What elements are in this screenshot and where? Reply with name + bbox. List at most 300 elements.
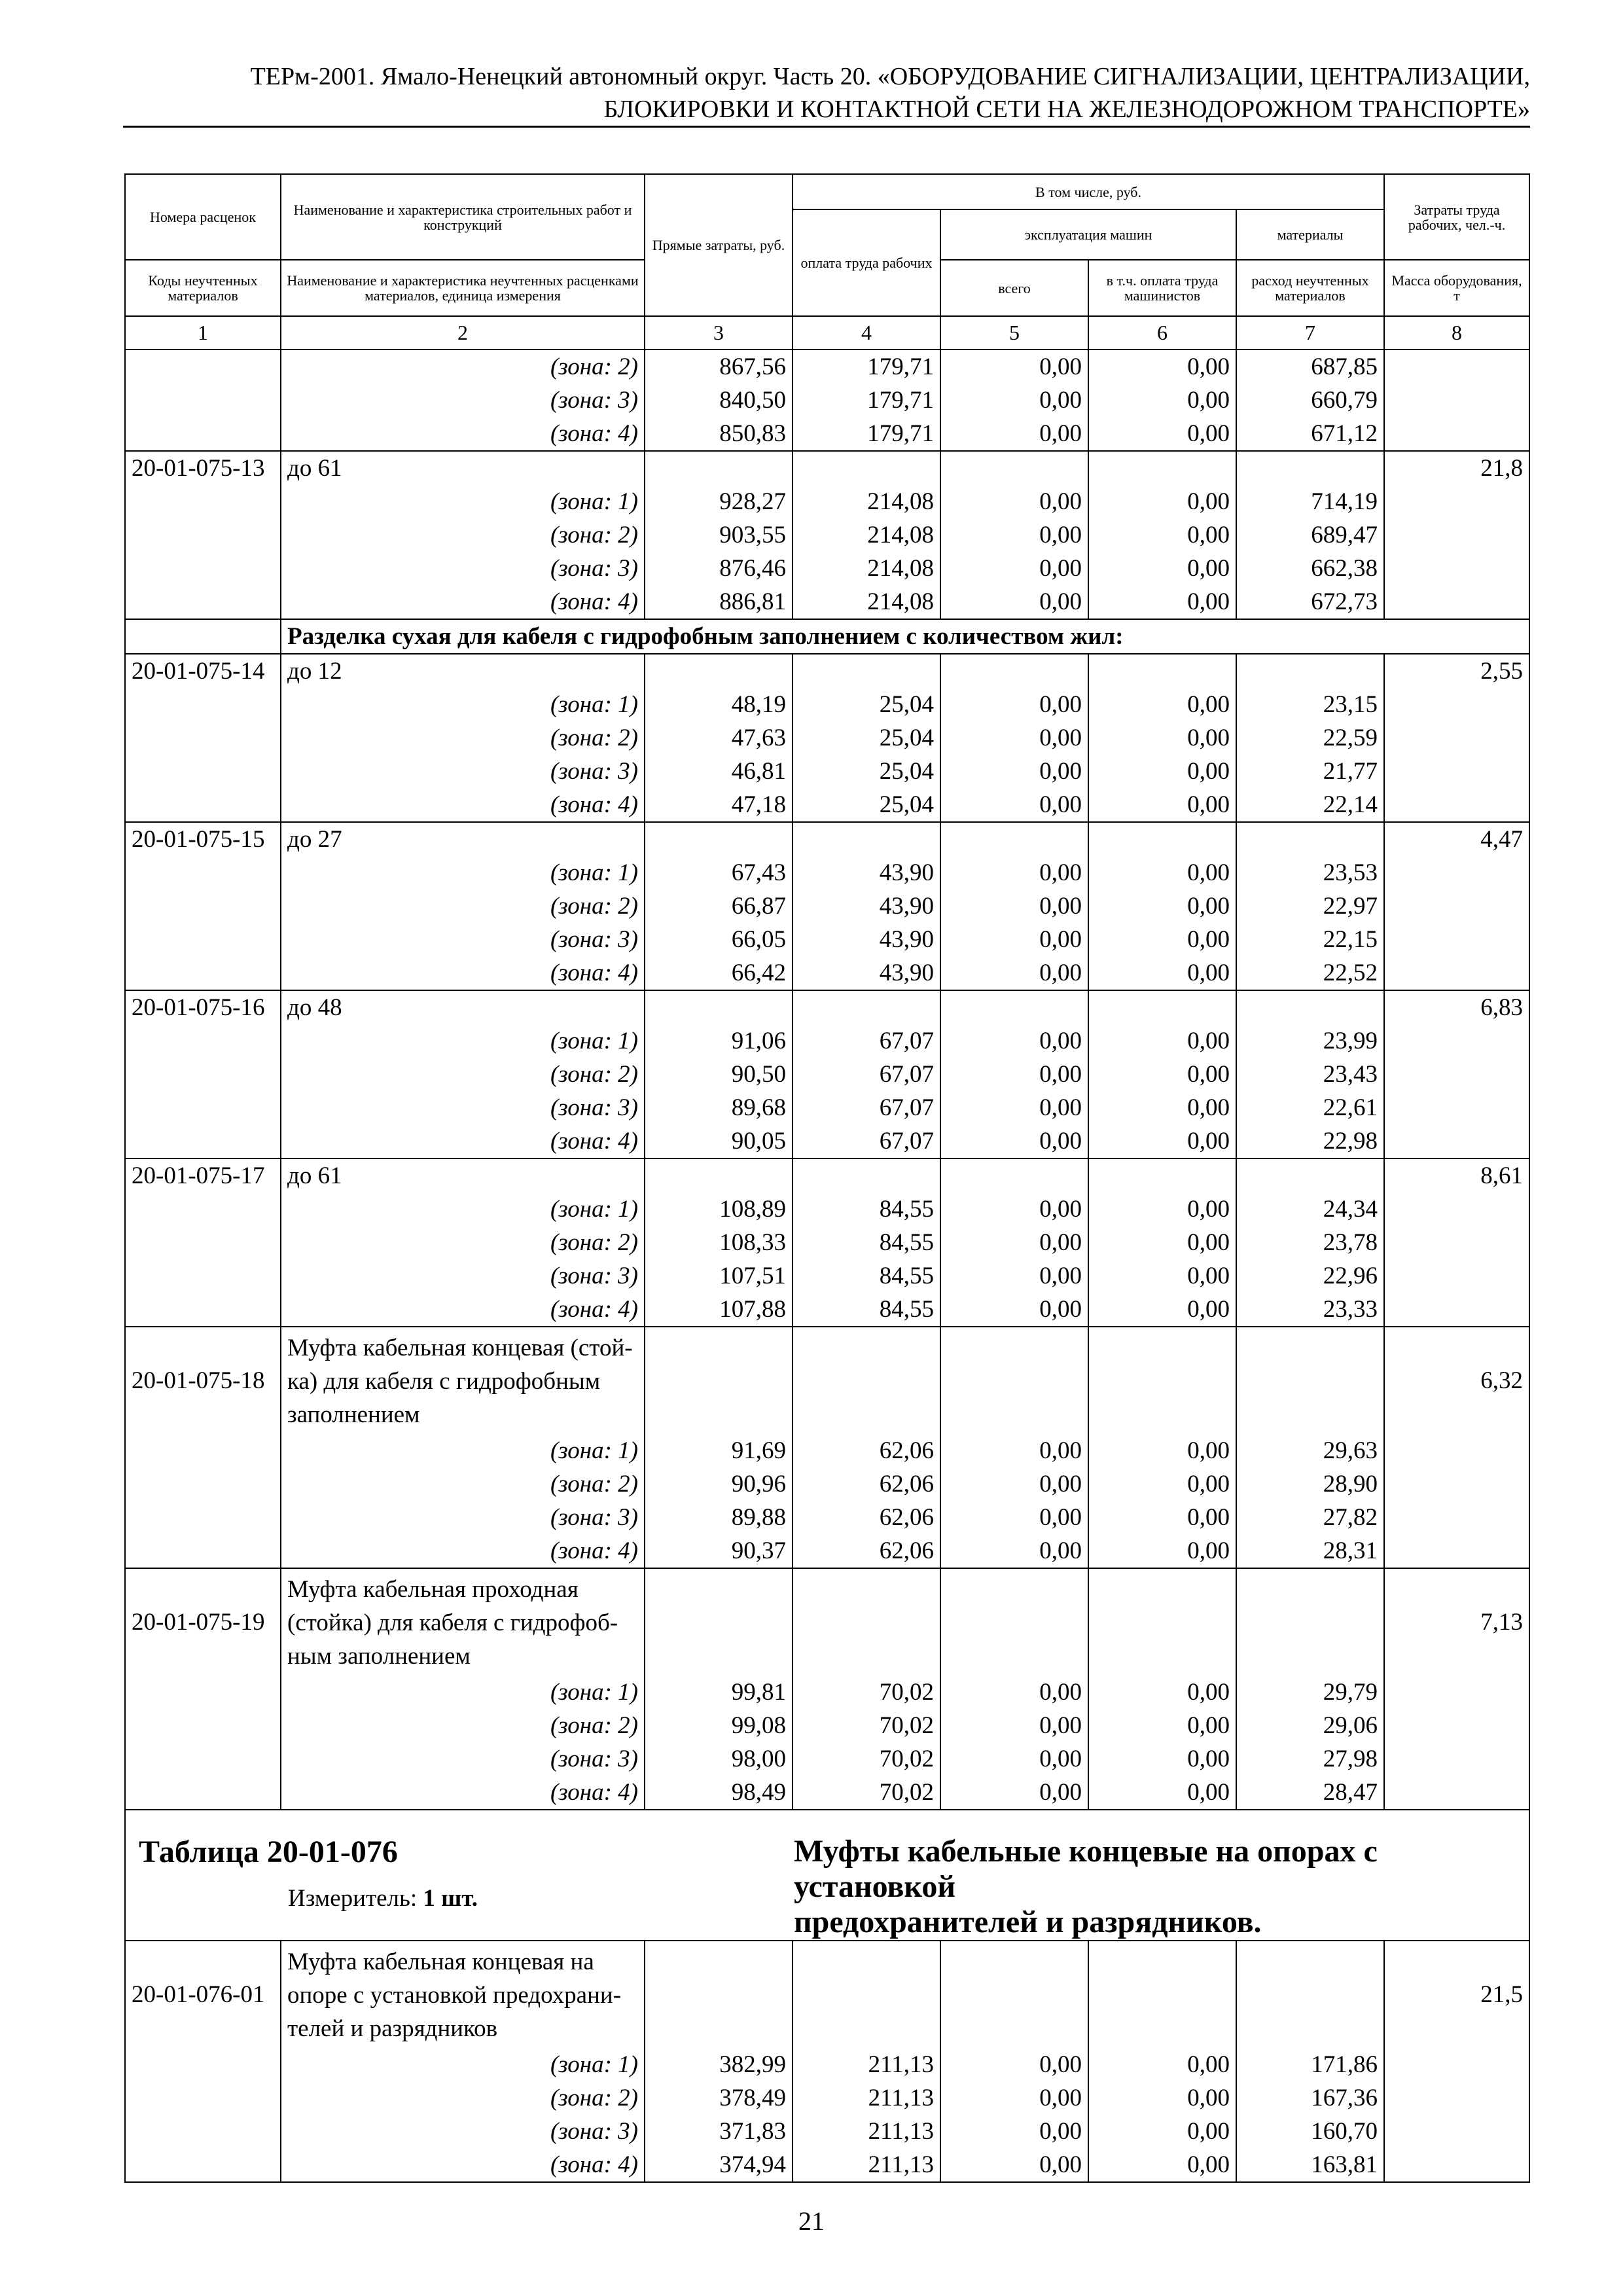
zone-row [125,1776,1529,1810]
operator-wages: 0,00 [1088,350,1236,384]
zone-label: (зона: 3) [281,1501,645,1534]
empty-cell [1088,1327,1236,1434]
materials-cost: 22,14 [1236,788,1384,822]
zone-label: (зона: 4) [281,585,645,619]
direct-costs: 90,37 [645,1534,793,1568]
materials-cost: 27,98 [1236,1742,1384,1776]
machine-costs: 0,00 [940,1501,1088,1534]
empty-cell [1236,451,1384,485]
zone-row [125,1024,1529,1058]
machine-costs: 0,00 [940,2115,1088,2148]
zone-label: (зона: 1) [281,1676,645,1709]
zone-label: (зона: 2) [281,1226,645,1259]
rate-name [281,1568,645,1676]
header-group-materials: материалы [1236,209,1384,260]
rate-code-cell [125,2081,281,2115]
materials-cost: 672,73 [1236,585,1384,619]
empty-cell [645,822,793,856]
direct-costs: 107,88 [645,1293,793,1327]
worker-wages: 43,90 [793,956,940,990]
direct-costs: 47,18 [645,788,793,822]
zone-label: (зона: 1) [281,1434,645,1467]
operator-wages: 0,00 [1088,417,1236,451]
worker-wages: 43,90 [793,889,940,923]
empty-cell [940,1941,1088,2048]
zone-label: (зона: 2) [281,1467,645,1501]
direct-costs: 98,49 [645,1776,793,1810]
rate-code-cell [125,350,281,384]
zone-label: (зона: 4) [281,1293,645,1327]
labor-hours-cell [1384,1501,1529,1534]
zone-row [125,2048,1529,2081]
rate-code-cell [125,1534,281,1568]
worker-wages: 84,55 [793,1226,940,1259]
rate-name [281,1327,645,1434]
operator-wages: 0,00 [1088,788,1236,822]
column-number: 5 [940,316,1088,350]
labor-hours-cell [1384,1467,1529,1501]
zone-row [125,721,1529,755]
direct-costs: 67,43 [645,856,793,889]
rate-code: 20-01-075-14 [125,654,281,688]
worker-wages: 179,71 [793,384,940,417]
materials-cost: 22,97 [1236,889,1384,923]
section-heading-row [125,619,1529,654]
rate-name-line: ка) для кабеля с гидрофобным [287,1368,601,1395]
zone-row [125,856,1529,889]
zone-row [125,1434,1529,1467]
zone-label: (зона: 2) [281,350,645,384]
rate-row [125,990,1529,1024]
materials-cost: 687,85 [1236,350,1384,384]
empty-cell [1236,1158,1384,1193]
zone-label: (зона: 1) [281,2048,645,2081]
zone-label: (зона: 4) [281,956,645,990]
worker-wages: 211,13 [793,2081,940,2115]
labor-hours-cell [1384,1776,1529,1810]
rate-name-line: опоре с установкой предохрани- [287,1982,622,2009]
operator-wages: 0,00 [1088,2148,1236,2182]
zone-row [125,1534,1529,1568]
materials-cost: 22,15 [1236,923,1384,956]
price-table [124,173,1530,2183]
rate-row [125,1158,1529,1193]
rate-name-line: Муфта кабельная проходная [287,1576,579,1603]
operator-wages: 0,00 [1088,1676,1236,1709]
materials-cost: 671,12 [1236,417,1384,451]
zone-label: (зона: 1) [281,1024,645,1058]
table-header [125,174,1529,350]
labor-hours-cell [1384,485,1529,518]
rate-code-cell [125,2115,281,2148]
header-col5: всего [940,260,1088,316]
materials-cost: 689,47 [1236,518,1384,552]
zone-label: (зона: 2) [281,1058,645,1091]
zone-label: (зона: 3) [281,923,645,956]
labor-hours-cell [1384,1124,1529,1158]
labor-hours-cell [1384,1091,1529,1124]
direct-costs: 46,81 [645,755,793,788]
machine-costs: 0,00 [940,1058,1088,1091]
rate-code-cell [125,856,281,889]
header-divider [123,126,1530,128]
worker-wages: 67,07 [793,1058,940,1091]
labor-hours-cell [1384,1193,1529,1226]
empty-cell [940,1158,1088,1193]
zone-label: (зона: 4) [281,1776,645,1810]
zone-row [125,1676,1529,1709]
direct-costs: 91,69 [645,1434,793,1467]
zone-label: (зона: 1) [281,688,645,721]
header-col3: Прямые затраты, руб. [645,174,793,316]
operator-wages: 0,00 [1088,1742,1236,1776]
labor-hours: 2,55 [1384,654,1529,688]
zone-row [125,1742,1529,1776]
rate-code: 20-01-075-17 [125,1158,281,1193]
rate-code-cell [125,417,281,451]
machine-costs: 0,00 [940,552,1088,585]
labor-hours-cell [1384,1742,1529,1776]
rate-code: 20-01-075-13 [125,451,281,485]
labor-hours-cell [1384,350,1529,384]
operator-wages: 0,00 [1088,1124,1236,1158]
direct-costs: 850,83 [645,417,793,451]
zone-row [125,923,1529,956]
direct-costs: 90,05 [645,1124,793,1158]
zone-label: (зона: 1) [281,856,645,889]
machine-costs: 0,00 [940,923,1088,956]
rate-code-cell [125,552,281,585]
zone-row [125,1501,1529,1534]
machine-costs: 0,00 [940,1709,1088,1742]
materials-cost: 27,82 [1236,1501,1384,1534]
operator-wages: 0,00 [1088,2115,1236,2148]
materials-cost: 22,96 [1236,1259,1384,1293]
worker-wages: 25,04 [793,688,940,721]
zone-row [125,552,1529,585]
worker-wages: 67,07 [793,1024,940,1058]
operator-wages: 0,00 [1088,1293,1236,1327]
empty-cell [645,1941,793,2048]
direct-costs: 107,51 [645,1259,793,1293]
labor-hours: 7,13 [1384,1568,1529,1676]
zone-row [125,1709,1529,1742]
running-header [123,60,1530,126]
column-number: 3 [645,316,793,350]
empty-cell [793,990,940,1024]
header-col4: оплата труда рабочих [793,209,940,316]
header-col6: в т.ч. оплата труда машинистов [1088,260,1236,316]
worker-wages: 25,04 [793,788,940,822]
labor-hours-cell [1384,1058,1529,1091]
labor-hours: 21,5 [1384,1941,1529,2048]
direct-costs: 108,33 [645,1226,793,1259]
materials-cost: 28,31 [1236,1534,1384,1568]
zone-row [125,688,1529,721]
operator-wages: 0,00 [1088,1467,1236,1501]
worker-wages: 214,08 [793,485,940,518]
zone-label: (зона: 2) [281,518,645,552]
machine-costs: 0,00 [940,688,1088,721]
zone-label: (зона: 3) [281,1259,645,1293]
empty-cell [1236,654,1384,688]
rate-name: до 27 [281,822,645,856]
rate-row [125,451,1529,485]
operator-wages: 0,00 [1088,1193,1236,1226]
rate-name [281,1941,645,2048]
rate-name-line: заполнением [287,1401,420,1428]
machine-costs: 0,00 [940,1091,1088,1124]
zone-row [125,384,1529,417]
operator-wages: 0,00 [1088,1091,1236,1124]
worker-wages: 84,55 [793,1293,940,1327]
zone-label: (зона: 4) [281,1534,645,1568]
worker-wages: 214,08 [793,585,940,619]
rate-row [125,822,1529,856]
rate-row [125,1568,1529,1676]
machine-costs: 0,00 [940,856,1088,889]
worker-wages: 25,04 [793,721,940,755]
empty-cell [940,654,1088,688]
measure-unit [139,1870,787,1922]
direct-costs: 66,42 [645,956,793,990]
materials-cost: 24,34 [1236,1193,1384,1226]
table-body [125,350,1529,2182]
operator-wages: 0,00 [1088,755,1236,788]
machine-costs: 0,00 [940,956,1088,990]
materials-cost: 23,33 [1236,1293,1384,1327]
labor-hours-cell [1384,1709,1529,1742]
measure-value: 1 шт. [423,1885,478,1912]
materials-cost: 163,81 [1236,2148,1384,2182]
worker-wages: 211,13 [793,2115,940,2148]
header-col7: расход неучтенных материалов [1236,260,1384,316]
empty-cell [793,1568,940,1676]
labor-hours: 6,83 [1384,990,1529,1024]
direct-costs: 98,00 [645,1742,793,1776]
worker-wages: 62,06 [793,1467,940,1501]
zone-label: (зона: 3) [281,755,645,788]
zone-row [125,2115,1529,2148]
machine-costs: 0,00 [940,755,1088,788]
operator-wages: 0,00 [1088,1024,1236,1058]
materials-cost: 23,15 [1236,688,1384,721]
rate-code-cell [125,889,281,923]
direct-costs: 903,55 [645,518,793,552]
direct-costs: 867,56 [645,350,793,384]
zone-row [125,518,1529,552]
zone-row [125,1467,1529,1501]
rate-code: 20-01-075-16 [125,990,281,1024]
rate-code-cell [125,1193,281,1226]
operator-wages: 0,00 [1088,1709,1236,1742]
labor-hours: 21,8 [1384,451,1529,485]
rate-code: 20-01-075-15 [125,822,281,856]
direct-costs: 99,81 [645,1676,793,1709]
machine-costs: 0,00 [940,889,1088,923]
materials-cost: 22,59 [1236,721,1384,755]
worker-wages: 67,07 [793,1124,940,1158]
rate-code-cell [125,1259,281,1293]
direct-costs: 108,89 [645,1193,793,1226]
empty-cell [1236,990,1384,1024]
zone-row [125,755,1529,788]
rate-code-cell [125,1776,281,1810]
rate-code-cell [125,1226,281,1259]
rate-code-cell [125,755,281,788]
empty-cell [645,1568,793,1676]
machine-costs: 0,00 [940,1293,1088,1327]
rate-row [125,1941,1529,2048]
direct-costs: 47,63 [645,721,793,755]
machine-costs: 0,00 [940,1742,1088,1776]
zone-label: (зона: 4) [281,1124,645,1158]
page-number: 21 [798,2206,825,2236]
labor-hours-cell [1384,923,1529,956]
section-heading: Разделка сухая для кабеля с гидрофобным заполнением с количеством жил: [281,619,1529,654]
empty-cell [645,990,793,1024]
rate-code-cell [125,1091,281,1124]
operator-wages: 0,00 [1088,688,1236,721]
direct-costs: 378,49 [645,2081,793,2115]
labor-hours: 8,61 [1384,1158,1529,1193]
zone-label: (зона: 2) [281,1709,645,1742]
empty-cell [645,1327,793,1434]
materials-cost: 28,47 [1236,1776,1384,1810]
worker-wages: 84,55 [793,1193,940,1226]
machine-costs: 0,00 [940,721,1088,755]
worker-wages: 211,13 [793,2048,940,2081]
materials-cost: 23,53 [1236,856,1384,889]
running-header-line-2: БЛОКИРОВКИ И КОНТАКТНОЙ СЕТИ НА ЖЕЛЕЗНОДОРОЖНОМ ТРАНСПОРТЕ» [603,96,1530,123]
materials-cost: 29,79 [1236,1676,1384,1709]
zone-row [125,788,1529,822]
zone-row [125,1226,1529,1259]
empty-cell [793,654,940,688]
operator-wages: 0,00 [1088,518,1236,552]
labor-hours-cell [1384,2048,1529,2081]
labor-hours-cell [1384,1434,1529,1467]
machine-costs: 0,00 [940,417,1088,451]
rate-name: до 61 [281,1158,645,1193]
materials-cost: 21,77 [1236,755,1384,788]
labor-hours-cell [1384,788,1529,822]
labor-hours: 6,32 [1384,1327,1529,1434]
machine-costs: 0,00 [940,1024,1088,1058]
zone-row [125,485,1529,518]
zone-row [125,585,1529,619]
empty-cell [793,822,940,856]
machine-costs: 0,00 [940,1259,1088,1293]
zone-row [125,1193,1529,1226]
labor-hours-cell [1384,1534,1529,1568]
materials-cost: 22,98 [1236,1124,1384,1158]
machine-costs: 0,00 [940,1226,1088,1259]
machine-costs: 0,00 [940,1467,1088,1501]
direct-costs: 886,81 [645,585,793,619]
labor-hours-cell [1384,1024,1529,1058]
empty-cell [645,1158,793,1193]
worker-wages: 43,90 [793,923,940,956]
machine-costs: 0,00 [940,1193,1088,1226]
zone-row [125,2148,1529,2182]
rate-code-cell [125,2148,281,2182]
labor-hours-cell [1384,1676,1529,1709]
labor-hours-cell [1384,585,1529,619]
direct-costs: 374,94 [645,2148,793,2182]
empty-cell [940,451,1088,485]
zone-row [125,350,1529,384]
materials-cost: 160,70 [1236,2115,1384,2148]
direct-costs: 48,19 [645,688,793,721]
zone-label: (зона: 2) [281,721,645,755]
table-076-title [794,1810,1523,1940]
table-076-title-line-1: Муфты кабельные концевые на опорах с установкой [794,1834,1378,1904]
labor-hours-cell [1384,2148,1529,2182]
operator-wages: 0,00 [1088,1501,1236,1534]
empty-cell [645,451,793,485]
rate-code-cell [125,1709,281,1742]
zone-row [125,1293,1529,1327]
materials-cost: 22,61 [1236,1091,1384,1124]
labor-hours-cell [1384,688,1529,721]
worker-wages: 62,06 [793,1534,940,1568]
labor-hours-cell [1384,889,1529,923]
empty-cell [1088,1568,1236,1676]
operator-wages: 0,00 [1088,1259,1236,1293]
worker-wages: 70,02 [793,1776,940,1810]
worker-wages: 25,04 [793,755,940,788]
worker-wages: 214,08 [793,518,940,552]
worker-wages: 62,06 [793,1501,940,1534]
header-col1-top: Номера расценок [125,174,281,260]
rate-name-line: телей и разрядников [287,2015,498,2042]
machine-costs: 0,00 [940,1534,1088,1568]
operator-wages: 0,00 [1088,1534,1236,1568]
zone-label: (зона: 3) [281,1742,645,1776]
column-number: 8 [1384,316,1529,350]
empty-cell [793,1158,940,1193]
direct-costs: 66,05 [645,923,793,956]
empty-cell [940,1327,1088,1434]
table-076-label: Таблица 20-01-076 [139,1835,398,1869]
zone-label: (зона: 4) [281,2148,645,2182]
rate-code-cell [125,1293,281,1327]
labor-hours-cell [1384,956,1529,990]
materials-cost: 660,79 [1236,384,1384,417]
empty-cell [1236,1941,1384,2048]
header-col1-bottom: Коды неучтенных материалов [125,260,281,316]
rate-name: до 12 [281,654,645,688]
zone-label: (зона: 1) [281,1193,645,1226]
rate-code: 20-01-075-19 [125,1568,281,1676]
labor-hours-cell [1384,721,1529,755]
direct-costs: 90,50 [645,1058,793,1091]
empty-cell [940,1568,1088,1676]
zone-row [125,1124,1529,1158]
worker-wages: 211,13 [793,2148,940,2182]
zone-label: (зона: 3) [281,1091,645,1124]
materials-cost: 714,19 [1236,485,1384,518]
empty-cell [793,451,940,485]
rate-code-cell [125,1501,281,1534]
rate-code-cell [125,1124,281,1158]
operator-wages: 0,00 [1088,485,1236,518]
machine-costs: 0,00 [940,485,1088,518]
direct-costs: 90,96 [645,1467,793,1501]
rate-code: 20-01-076-01 [125,1941,281,2048]
operator-wages: 0,00 [1088,384,1236,417]
